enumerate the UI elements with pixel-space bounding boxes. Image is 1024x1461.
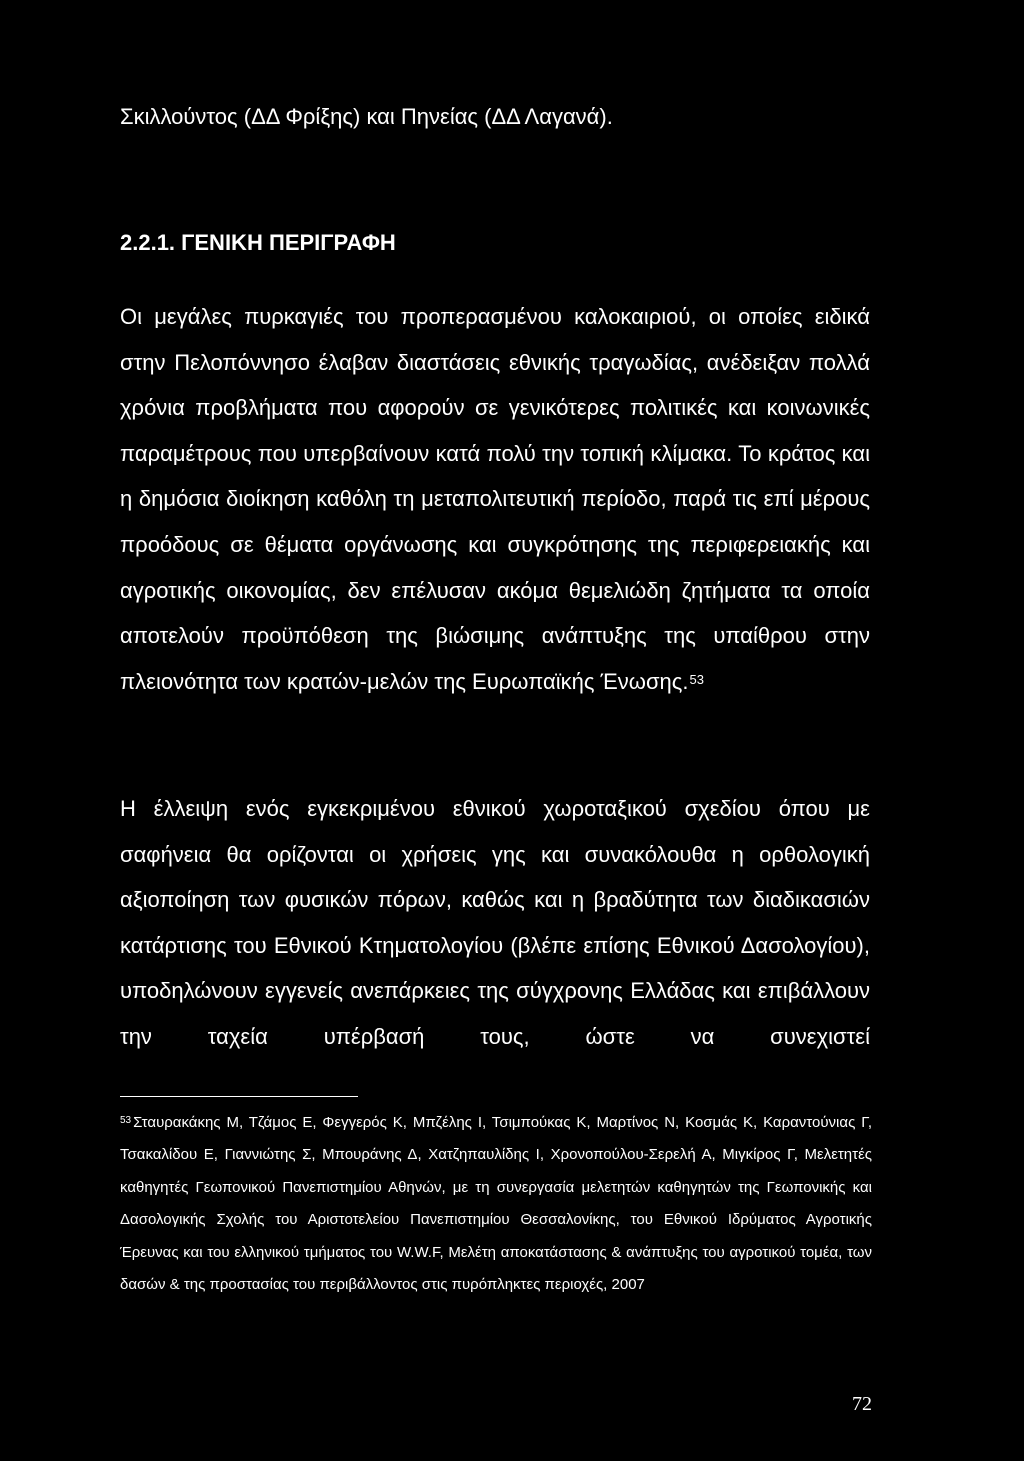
paragraph-2: Η έλλειψη ενός εγκεκριμένου εθνικού χωροταξικού σχεδίου όπου με σαφήνεια θα ορίζονται οι χρήσεις γης και συνακόλουθα η ορθολογική αξιοποίηση των φυσικών πόρων, καθώς και η βραδύτητα των διαδικασιών κατάρτισης του Εθνικού Κτηματολογίου (βλέπε επίσης Εθνικού Δασολογίου), υποδηλώνουν εγγενείς ανεπάρκειες της σύγχρονης Ελλάδας και επιβάλλουν την ταχεία υπέρβασή τους, ώστε να συνεχιστεί [120,796,870,1049]
footnote-text: Σταυρακάκης Μ, Τζάμος Ε, Φεγγερός Κ, Μπζέλης Ι, Τσιμπούκας Κ, Μαρτίνος Ν, Κοσμάς Κ, Καραντούνιας Γ, Τσακαλίδου Ε, Γιαννιώτης Σ, Μπουράνης Δ, Χατζηπαυλίδης Ι, Χρονοπούλου-Σερελή Α, Μιγκίρος Γ, Μελετητές καθηγητές Γεωπονικού Πανεπιστημίου Αθηνών, με τη συνεργασία μελετητών καθηγητών της Γεωπονικής και Δασολογικής Σχολής του Αριστοτελείου Πανεπιστημίου Θεσσαλονίκης, του Εθνικού Ιδρύματος Αγροτικής Έρευνας και του ελληνικού τμήματος του W.W.F, Μελέτη αποκατάστασης & ανάπτυξης του αγροτικού τομέα, των δασών & της προστασίας του περιβάλλοντος στις πυρόπληκτες περιοχές, 2007 [120,1114,872,1294]
intro-line: Σκιλλούντος (ΔΔ Φρίξης) και Πηνείας (ΔΔ Λαγανά). [120,104,613,129]
footnote-separator [120,1096,358,1097]
section-heading: 2.2.1. ΓΕΝΙΚΗ ΠΕΡΙΓΡΑΦΗ [120,230,396,255]
page-number: 72 [852,1393,872,1415]
paragraph-1 [120,294,870,704]
footnote-reference[interactable]: 53 [689,671,704,687]
paragraph-1-text: Οι μεγάλες πυρκαγιές του προπερασμένου καλοκαιριού, οι οποίες ειδικά στην Πελοπόννησο έλαβαν διαστάσεις εθνικής τραγωδίας, ανέδειξαν πολλά χρόνια προβλήματα που αφορούν σε γενικότερες πολιτικές και κοινωνικές παραμέτρους που υπερβαίνουν κατά πολύ την τοπική κλίμακα. Το κράτος και η δημόσια διοίκηση καθόλη τη μεταπολιτευτική περίοδο, παρά τις επί μέρους προόδους σε θέματα οργάνωσης και συγκρότησης της περιφερειακής και αγροτικής οικονομίας, δεν επέλυσαν ακόμα θεμελιώδη ζητήματα τα οποία αποτελούν προϋπόθεση της βιώσιμης ανάπτυξης της υπαίθρου στην πλειονότητα των κρατών-μελών της Ευρωπαϊκής Ένωσης. [120,304,870,694]
footnote-number: 53 [120,1115,132,1126]
footnote [120,1107,872,1301]
